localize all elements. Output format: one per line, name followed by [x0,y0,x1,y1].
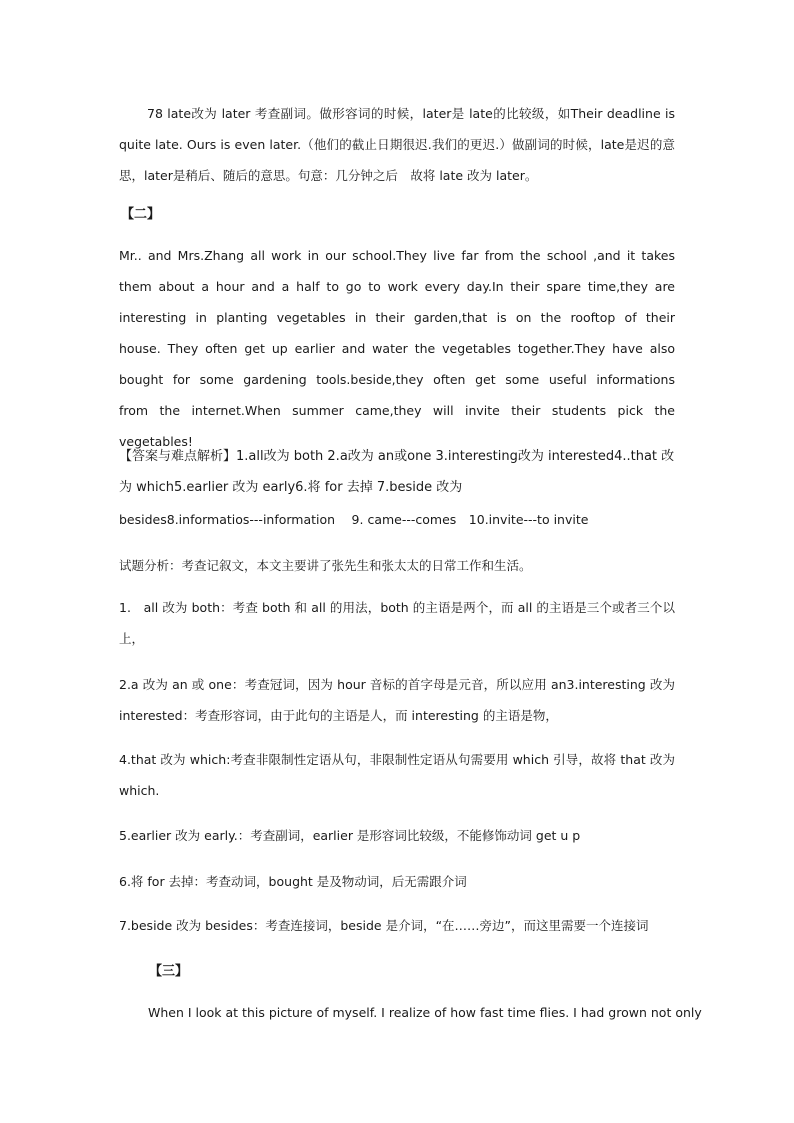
answer-text: 1.all改为 both 2.a改为 an或one 3.interesting改为 interested4..that 改为 which5.earlier 改为 early6.将 for 去掉 7.beside 改为 [119,449,675,495]
analysis-point-6: 6.将 for 去掉：考查动词，bought 是及物动词，后无需跟介词 [119,874,467,889]
answer-line-3: besides8.informatios---information 9. came---comes 10.invite---to invite [119,512,589,527]
answer-label: 【答案与难点解析】 [119,449,237,464]
analysis-point-5: 5.earlier 改为 early.：考查副词，earlier 是形容词比较级，不能修饰动词 get u p [119,828,581,843]
paragraph-78-explanation: 78 late改为 later 考查副词。做形容词的时候，later是 late的比较级，如Their deadline is quite late. Ours is even later.（他们的截止日期很迟.我们的更迟.）做副词的时候，late是迟的意思，later是稍后、随后的意思。句意：几分钟之后 故将 late 改为 later。 [119,106,675,183]
section-2-heading: 【二】 [121,207,161,222]
analysis-intro: 试题分析：考查记叙文，本文主要讲了张先生和张太太的日常工作和生活。 [119,558,532,573]
passage-3-start: When I look at this picture of myself. I realize of how fast time flies. I had grown not only [148,1005,702,1020]
analysis-point-7: 7.beside 改为 besides：考查连接词，beside 是介词，“在……旁边”，而这里需要一个连接词 [119,918,649,933]
passage-2: Mr.. and Mrs.Zhang all work in our school.They live far from the school ,and it takes them about a hour and a half to go to work every day.In their spare time,they are interesting in planting vegetables in their garden,that is on the rooftop of their house. They often get up earlier and water the vegetables together.They have also bought for some gardening tools.beside,they often get some useful informations from the internet.When summer came,they will invite their students pick the vegetables! [119,248,675,449]
analysis-point-4: 4.that 改为 which:考查非限制性定语从句，非限制性定语从句需要用 which 引导，故将 that 改为 which. [119,752,675,798]
analysis-point-2-3: 2.a 改为 an 或 one：考查冠词，因为 hour 音标的首字母是元音，所以应用 an3.interesting 改为 interested：考查形容词，由于此句的主语是人，而 interesting 的主语是物， [119,677,675,723]
section-3-heading: 【三】 [149,964,189,979]
answer-block [119,441,679,503]
analysis-point-1: 1. all 改为 both：考查 both 和 all 的用法，both 的主语是两个，而 all 的主语是三个或者三个以上， [119,600,675,646]
